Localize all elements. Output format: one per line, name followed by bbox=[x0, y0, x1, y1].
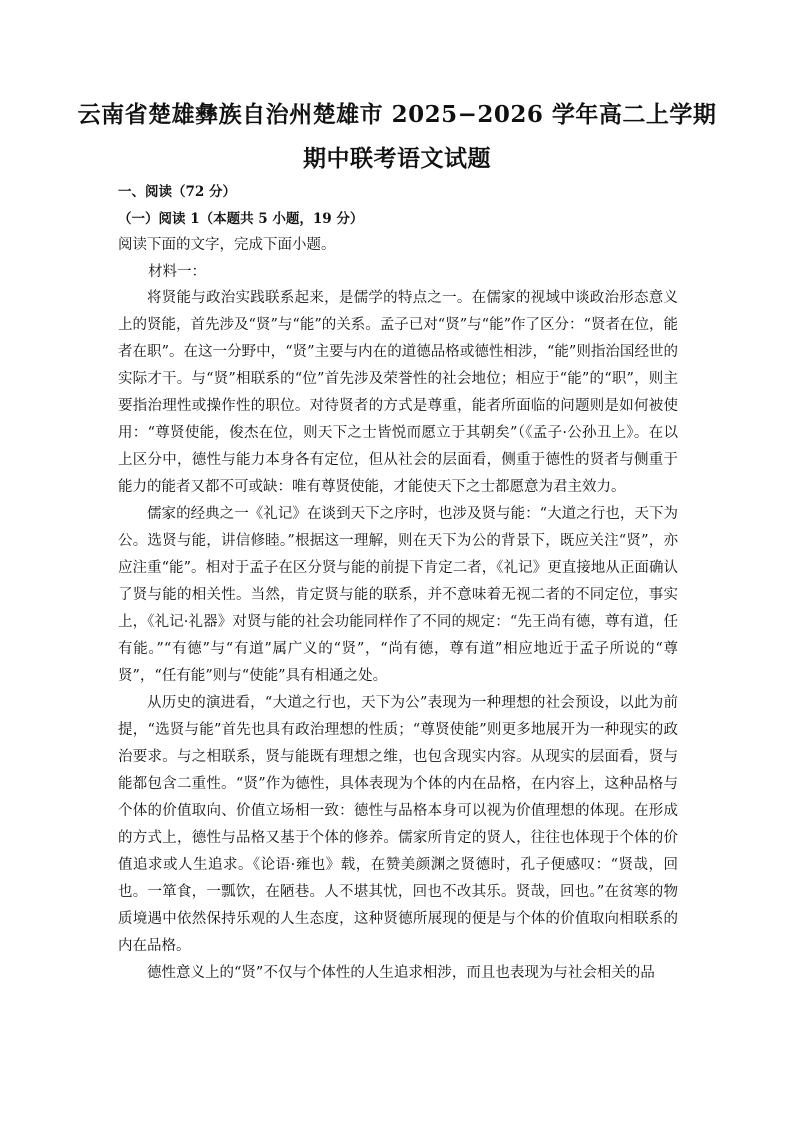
paragraph: 将贤能与政治实践联系起来，是儒学的特点之一。在儒家的视域中谈政治形态意义上的贤能，首先涉及“贤”与“能”的关系。孟子已对“贤”与“能”作了区分：“贤者在位，能者在职”。在这一分野中，“贤”主要与内在的道德品格或德性相涉，“能”则指治国经世的实际才干。与“贤”相联系的“位”首先涉及荣誉性的社会地位；相应于“能”的“职”，则主要指治理性或操作性的职位。对待贤者的方式是尊重，能者所面临的问题则是如何被使用：“尊贤使能，俊杰在位，则天下之士皆悦而愿立于其朝矣”（《孟子·公孙丑上》。在以上区分中，德性与能力本身各有定位，但从社会的层面看，侧重于德性的贤者与侧重于能力的能者又都不可或缺：唯有尊贤使能，才能使天下之士都愿意为君主效力。 bbox=[118, 290, 678, 495]
subsection-heading: （一）阅读 1（本题共 5 小题，19 分） bbox=[118, 211, 364, 227]
document-title-line2: 期中联考语文试题 bbox=[303, 145, 491, 172]
document-title-line1: 云南省楚雄彝族自治州楚雄市 2025−2026 学年高二上学期 bbox=[77, 101, 717, 128]
instruction-text: 阅读下面的文字，完成下面小题。 bbox=[118, 237, 336, 253]
material-label: 材料一： bbox=[148, 264, 206, 280]
paragraph: 德性意义上的“贤”不仅与个体性的人生追求相涉，而且也表现为与社会相关的品 bbox=[147, 965, 655, 981]
paragraph: 儒家的经典之一《礼记》在谈到天下之序时，也涉及贤与能：“大道之行也，天下为公。选贤与能，讲信修睦。”根据这一理解，则在天下为公的背景下，既应关注“贤”，亦应注重“能”。相对于孟子在区分贤与能的前提下肯定二者，《礼记》更直接地从正面确认了贤与能的相关性。当然，肯定贤与能的联系，并不意味着无视二者的不同定位，事实上，《礼记·礼器》对贤与能的社会功能同样作了不同的规定：“先王尚有德，尊有道，任有能。”“有德”与“有道”属广义的“贤”，“尚有德，尊有道”相应地近于孟子所说的“尊贤”，“任有能”则与“使能”具有相通之处。 bbox=[118, 506, 678, 684]
section-heading: 一、阅读（72 分） bbox=[118, 184, 236, 200]
paragraph: 从历史的演进看，“大道之行也，天下为公”表现为一种理想的社会预设，以此为前提，“选贤与能”首先也具有政治理想的性质；“尊贤使能”则更多地展开为一种现实的政治要求。与之相联系，贤与能既有理想之维，也包含现实内容。从现实的层面看，贤与能都包含二重性。“贤”作为德性，具体表现为个体的内在品格，在内容上，这种品格与个体的价值取向、价值立场相一致：德性与品格本身可以视为价值理想的体现。在形成的方式上，德性与品格又基于个体的修养。儒家所肯定的贤人，往往也体现于个体的价值追求或人生追求。《论语·雍也》载，在赞美颜渊之贤德时，孔子便感叹：“贤哉，回也。一箪食，一瓢饮，在陋巷。人不堪其忧，回也不改其乐。贤哉，回也。”在贫寒的物质境遇中依然保持乐观的人生态度，这种贤德所展现的便是与个体的价值取向相联系的内在品格。 bbox=[118, 695, 678, 954]
article-body bbox=[118, 285, 678, 987]
